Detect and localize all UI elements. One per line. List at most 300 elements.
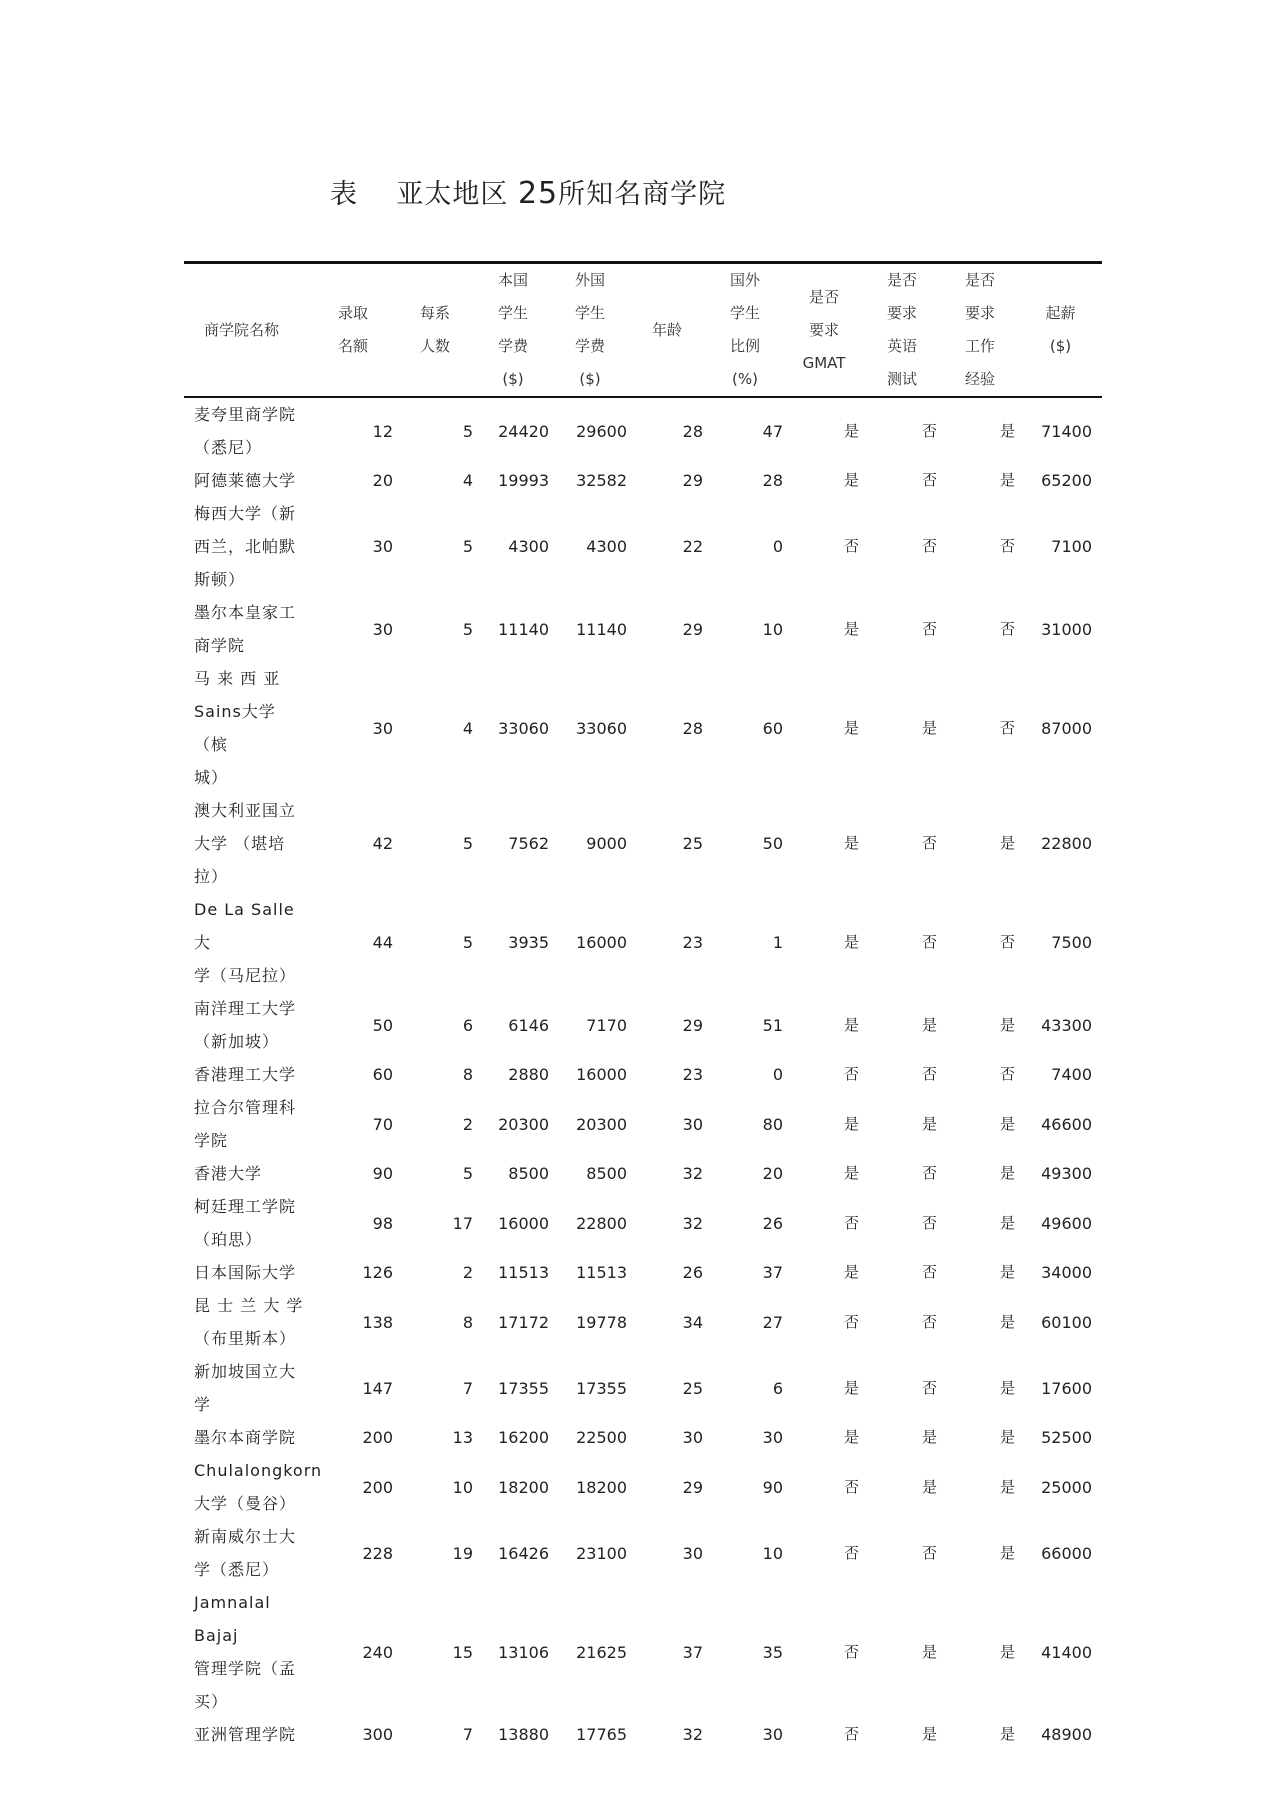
salary-cell: 87000 [1041,718,1092,738]
per-dept-cell: 2 [462,1114,473,1134]
header-foreign-fee [551,263,629,398]
foreign-ratio-cell: 10 [762,1543,783,1563]
foreign-ratio-cell: 20 [762,1164,783,1183]
header-domestic-fee [475,263,551,398]
work-cell: 否 [999,1065,1015,1083]
domestic-fee-cell: 6146 [508,1015,549,1035]
english-cell: 是 [921,1477,937,1496]
salary-cell: 71400 [1041,421,1092,441]
age-cell: 37 [682,1642,703,1662]
table-row [184,1157,1102,1190]
english-cell: 否 [921,834,937,852]
english-cell: 否 [921,1378,937,1397]
school-name-cell [184,1520,311,1586]
table-row [184,662,1102,794]
work-cell: 是 [999,1477,1015,1496]
work-cell: 否 [999,619,1015,638]
foreign-fee-cell: 8500 [586,1164,627,1183]
salary-cell: 34000 [1041,1263,1092,1282]
english-cell: 是 [921,1015,937,1034]
school-name-cell [184,397,311,464]
age-cell: 28 [682,718,703,738]
gmat-cell: 是 [843,619,859,638]
admission-cell: 138 [362,1312,393,1332]
school-name-cell [184,1058,311,1091]
foreign-ratio-cell: 30 [762,1428,783,1447]
gmat-cell: 是 [843,471,859,489]
school-name-line: 墨尔本皇家工 [194,603,297,622]
school-name-line: 管理学院（孟 [194,1659,297,1678]
title-region: 亚太地区 [396,179,509,210]
table-header-row [184,263,1102,398]
school-name-cell [184,794,311,893]
domestic-fee-cell: 16426 [498,1543,549,1563]
header-line: 要求 [964,304,995,322]
header-line: 名额 [337,337,368,355]
work-cell: 否 [999,537,1015,555]
per-dept-cell: 19 [452,1543,473,1563]
age-cell: 32 [682,1213,703,1233]
gmat-cell: 是 [843,718,859,737]
header-line: 学费 [497,337,528,355]
per-dept-cell: 5 [462,1164,473,1183]
foreign-ratio-cell: 51 [762,1015,783,1035]
header-line: 经验 [964,370,995,388]
english-cell: 是 [921,1114,937,1133]
header-line: ($) [502,370,524,388]
age-cell: 29 [682,1015,703,1035]
work-cell: 是 [999,1015,1015,1034]
salary-cell: 7500 [1051,933,1092,952]
table-row [184,1586,1102,1718]
school-name-line: 大学 （堪培拉） [194,834,286,886]
header-line: 工作 [964,337,995,355]
table-row [184,1520,1102,1586]
salary-cell: 52500 [1041,1428,1092,1447]
table-row [184,1256,1102,1289]
work-cell: 是 [999,471,1015,489]
gmat-cell: 是 [843,1164,859,1182]
salary-cell: 43300 [1041,1015,1092,1035]
header-line: ($) [579,370,601,388]
work-cell: 否 [999,718,1015,737]
header-gmat-required [785,263,863,398]
header-line: GMAT [802,353,846,372]
table-body [184,397,1102,1751]
school-name-line: 大学（曼谷） [194,1494,297,1513]
per-dept-cell: 8 [462,1065,473,1084]
english-cell: 否 [921,1164,937,1182]
foreign-ratio-cell: 30 [762,1725,783,1744]
gmat-cell: 是 [843,421,859,440]
title-suffix: 所知名商学院 [558,179,727,210]
domestic-fee-cell: 11513 [498,1263,549,1282]
table-row [184,497,1102,596]
gmat-cell: 否 [843,537,859,555]
school-name-line: 学（马尼拉） [194,966,297,985]
work-cell: 是 [999,1114,1015,1133]
gmat-cell: 否 [843,1642,859,1661]
gmat-cell: 是 [843,1114,859,1133]
foreign-fee-cell: 11513 [576,1263,627,1282]
header-line: 人数 [419,337,450,355]
domestic-fee-cell: 17355 [498,1378,549,1398]
english-cell: 是 [921,718,937,737]
header-line: 要求 [808,320,839,339]
school-name-line: （悉尼） [194,438,263,457]
foreign-ratio-cell: 0 [772,1065,783,1084]
header-line: 国外 [729,271,760,289]
salary-cell: 7100 [1051,537,1092,556]
domestic-fee-cell: 8500 [508,1164,549,1183]
admission-cell: 228 [362,1543,393,1563]
salary-cell: 41400 [1041,1642,1092,1662]
school-name-line: Jamnalal Bajaj [194,1593,271,1645]
school-name-line: 学（悉尼） [194,1560,280,1579]
school-name-cell [184,1289,311,1355]
school-name-cell [184,1157,311,1190]
foreign-fee-cell: 16000 [576,1065,627,1084]
header-line: 学生 [729,304,760,322]
admission-cell: 20 [372,471,393,490]
school-name-line: De La Salle 大 [194,900,295,952]
gmat-cell: 是 [843,933,859,951]
gmat-cell: 是 [843,1378,859,1397]
school-name-line: （新加坡） [194,1032,280,1051]
work-cell: 是 [999,1428,1015,1446]
per-dept-cell: 13 [452,1428,473,1447]
header-line: 年龄 [651,320,682,339]
work-cell: 是 [999,1164,1015,1182]
school-name-line: 梅西大学（新 [194,504,297,523]
foreign-ratio-cell: 6 [772,1378,783,1398]
domestic-fee-cell: 20300 [498,1114,549,1134]
school-name-cell [184,662,311,794]
per-dept-cell: 4 [462,471,473,490]
school-name-line: 澳大利亚国立 [194,801,297,820]
work-cell: 是 [999,1642,1015,1661]
gmat-cell: 是 [843,1263,859,1281]
header-line: 起薪 [1045,304,1076,322]
header-students-per-dept [395,263,475,398]
foreign-ratio-cell: 27 [762,1312,783,1332]
table-row [184,1058,1102,1091]
per-dept-cell: 6 [462,1015,473,1035]
title-number: 25 [517,176,559,211]
school-name-cell [184,497,311,596]
foreign-ratio-cell: 26 [762,1213,783,1233]
header-line: 外国 [574,271,605,289]
admission-cell: 50 [372,1015,393,1035]
domestic-fee-cell: 13880 [498,1725,549,1744]
per-dept-cell: 5 [462,933,473,952]
admission-cell: 200 [362,1428,393,1447]
school-name-line: 新南威尔士大 [194,1527,297,1546]
english-cell: 是 [921,1642,937,1661]
gmat-cell: 是 [843,834,859,852]
header-line: 比例 [729,337,760,355]
work-cell: 是 [999,1378,1015,1397]
school-name-cell [184,1256,311,1289]
school-name-cell [184,1421,311,1454]
age-cell: 23 [682,1065,703,1084]
school-name-cell [184,1091,311,1157]
school-name-cell [184,464,311,497]
school-name-line: Sains大学 （槟 [194,702,276,754]
school-name-line: （布里斯本） [194,1329,297,1348]
foreign-fee-cell: 32582 [576,471,627,490]
table-row [184,794,1102,893]
gmat-cell: 是 [843,1428,859,1446]
per-dept-cell: 17 [452,1213,473,1233]
english-cell: 否 [921,421,937,440]
header-admission-quota [311,263,395,398]
table-row [184,397,1102,464]
business-school-table [184,261,1102,1751]
age-cell: 32 [682,1725,703,1744]
header-school-name [184,263,311,398]
domestic-fee-cell: 7562 [508,834,549,853]
school-name-line: 学 [194,1395,212,1414]
header-line: 是否 [808,287,839,306]
school-name-cell [184,1718,311,1751]
foreign-fee-cell: 16000 [576,933,627,952]
age-cell: 22 [682,537,703,556]
header-line: (%) [732,370,758,388]
foreign-fee-cell: 29600 [576,421,627,441]
school-name-line: 日本国际大学 [194,1263,297,1282]
table-row [184,992,1102,1058]
header-line: 每系 [419,304,450,322]
school-name-line: 南洋理工大学 [194,999,297,1018]
school-name-cell [184,992,311,1058]
age-cell: 29 [682,619,703,639]
header-foreign-ratio [705,263,785,398]
admission-cell: 147 [362,1378,393,1398]
foreign-fee-cell: 20300 [576,1114,627,1134]
school-name-line: 拉合尔管理科 [194,1098,297,1117]
per-dept-cell: 15 [452,1642,473,1662]
header-age [629,263,705,398]
foreign-ratio-cell: 60 [762,718,783,738]
table-row [184,1718,1102,1751]
per-dept-cell: 5 [462,421,473,441]
gmat-cell: 否 [843,1725,859,1743]
foreign-ratio-cell: 47 [762,421,783,441]
domestic-fee-cell: 13106 [498,1642,549,1662]
age-cell: 34 [682,1312,703,1332]
header-line: 要求 [886,304,917,322]
work-cell: 是 [999,1725,1015,1743]
domestic-fee-cell: 19993 [498,471,549,490]
english-cell: 是 [921,1428,937,1446]
english-cell: 否 [921,537,937,555]
salary-cell: 60100 [1041,1312,1092,1332]
school-name-cell [184,1190,311,1256]
gmat-cell: 否 [843,1477,859,1496]
admission-cell: 44 [372,933,393,952]
school-name-line: 买） [194,1692,229,1711]
english-cell: 否 [921,471,937,489]
gmat-cell: 否 [843,1312,859,1331]
foreign-fee-cell: 4300 [586,537,627,556]
english-cell: 否 [921,933,937,951]
school-name-line: 城） [194,768,229,787]
school-name-line: 香港理工大学 [194,1065,297,1084]
admission-cell: 126 [362,1263,393,1282]
gmat-cell: 否 [843,1213,859,1232]
domestic-fee-cell: 3935 [508,933,549,952]
header-line: 测试 [886,370,917,388]
per-dept-cell: 4 [462,718,473,738]
school-name-cell [184,893,311,992]
work-cell: 是 [999,1213,1015,1232]
school-name-line: 麦夸里商学院 [194,405,297,424]
header-line: 是否 [886,271,917,289]
school-name-cell [184,1355,311,1421]
english-cell: 否 [921,1312,937,1331]
school-name-line: 亚洲管理学院 [194,1725,297,1744]
school-name-line: 新加坡国立大 [194,1362,297,1381]
foreign-ratio-cell: 50 [762,834,783,853]
per-dept-cell: 10 [452,1477,473,1497]
domestic-fee-cell: 18200 [498,1477,549,1497]
admission-cell: 12 [372,421,393,441]
foreign-ratio-cell: 37 [762,1263,783,1282]
school-name-line: 西兰，北帕默 [194,537,297,556]
school-name-line: 墨尔本商学院 [194,1428,297,1447]
age-cell: 29 [682,471,703,490]
foreign-ratio-cell: 28 [762,471,783,490]
foreign-fee-cell: 23100 [576,1543,627,1563]
age-cell: 26 [682,1263,703,1282]
salary-cell: 22800 [1041,834,1092,853]
header-line: 英语 [886,337,917,355]
school-name-line: 学院 [194,1131,229,1150]
foreign-fee-cell: 11140 [576,619,627,639]
school-name-line: 马 来 西 亚 [194,669,281,688]
gmat-cell: 否 [843,1065,859,1083]
age-cell: 30 [682,1428,703,1447]
header-line: 本国 [497,271,528,289]
table-row [184,893,1102,992]
domestic-fee-cell: 16000 [498,1213,549,1233]
work-cell: 否 [999,933,1015,951]
age-cell: 25 [682,1378,703,1398]
admission-cell: 42 [372,834,393,853]
admission-cell: 30 [372,619,393,639]
work-cell: 是 [999,834,1015,852]
per-dept-cell: 8 [462,1312,473,1332]
per-dept-cell: 5 [462,619,473,639]
admission-cell: 30 [372,537,393,556]
header-line: 学生 [497,304,528,322]
foreign-fee-cell: 19778 [576,1312,627,1332]
salary-cell: 49300 [1041,1164,1092,1183]
admission-cell: 200 [362,1477,393,1497]
foreign-ratio-cell: 10 [762,619,783,639]
header-line: 学生 [574,304,605,322]
school-name-line: 柯廷理工学院 [194,1197,297,1216]
salary-cell: 31000 [1041,619,1092,639]
foreign-ratio-cell: 35 [762,1642,783,1662]
foreign-ratio-cell: 1 [772,933,783,952]
salary-cell: 66000 [1041,1543,1092,1563]
foreign-ratio-cell: 90 [762,1477,783,1497]
admission-cell: 70 [372,1114,393,1134]
table-row [184,1355,1102,1421]
foreign-fee-cell: 22800 [576,1213,627,1233]
school-name-cell [184,1586,311,1718]
school-name-line: 阿德莱德大学 [194,471,297,490]
english-cell: 否 [921,1263,937,1281]
header-line: 商学院名称 [204,320,280,339]
table-row [184,1421,1102,1454]
gmat-cell: 否 [843,1543,859,1562]
age-cell: 32 [682,1164,703,1183]
domestic-fee-cell: 33060 [498,718,549,738]
table-row [184,596,1102,662]
header-work-exp-required [941,263,1019,398]
domestic-fee-cell: 4300 [508,537,549,556]
table-row [184,1454,1102,1520]
domestic-fee-cell: 24420 [498,421,549,441]
foreign-fee-cell: 17765 [576,1725,627,1744]
admission-cell: 60 [372,1065,393,1084]
foreign-fee-cell: 17355 [576,1378,627,1398]
salary-cell: 46600 [1041,1114,1092,1134]
work-cell: 是 [999,1312,1015,1331]
work-cell: 是 [999,421,1015,440]
foreign-fee-cell: 33060 [576,718,627,738]
header-line: 是否 [964,271,995,289]
salary-cell: 17600 [1041,1378,1092,1398]
per-dept-cell: 7 [462,1378,473,1398]
gmat-cell: 是 [843,1015,859,1034]
header-line: 录取 [337,304,368,322]
table-row [184,1091,1102,1157]
table-row [184,1190,1102,1256]
per-dept-cell: 5 [462,834,473,853]
per-dept-cell: 2 [462,1263,473,1282]
age-cell: 25 [682,834,703,853]
school-name-cell [184,596,311,662]
foreign-fee-cell: 9000 [586,834,627,853]
table-row [184,464,1102,497]
age-cell: 30 [682,1543,703,1563]
foreign-ratio-cell: 80 [762,1114,783,1134]
salary-cell: 49600 [1041,1213,1092,1233]
work-cell: 是 [999,1543,1015,1562]
domestic-fee-cell: 11140 [498,619,549,639]
admission-cell: 300 [362,1725,393,1744]
work-cell: 是 [999,1263,1015,1281]
foreign-fee-cell: 22500 [576,1428,627,1447]
age-cell: 28 [682,421,703,441]
school-name-line: （珀思） [194,1230,263,1249]
admission-cell: 30 [372,718,393,738]
domestic-fee-cell: 2880 [508,1065,549,1084]
header-starting-salary [1019,263,1102,398]
header-english-test-required [863,263,941,398]
salary-cell: 25000 [1041,1477,1092,1497]
header-line: 学费 [574,337,605,355]
english-cell: 否 [921,1213,937,1232]
foreign-fee-cell: 21625 [576,1642,627,1662]
header-line: ($) [1049,337,1072,355]
domestic-fee-cell: 17172 [498,1312,549,1332]
english-cell: 否 [921,619,937,638]
